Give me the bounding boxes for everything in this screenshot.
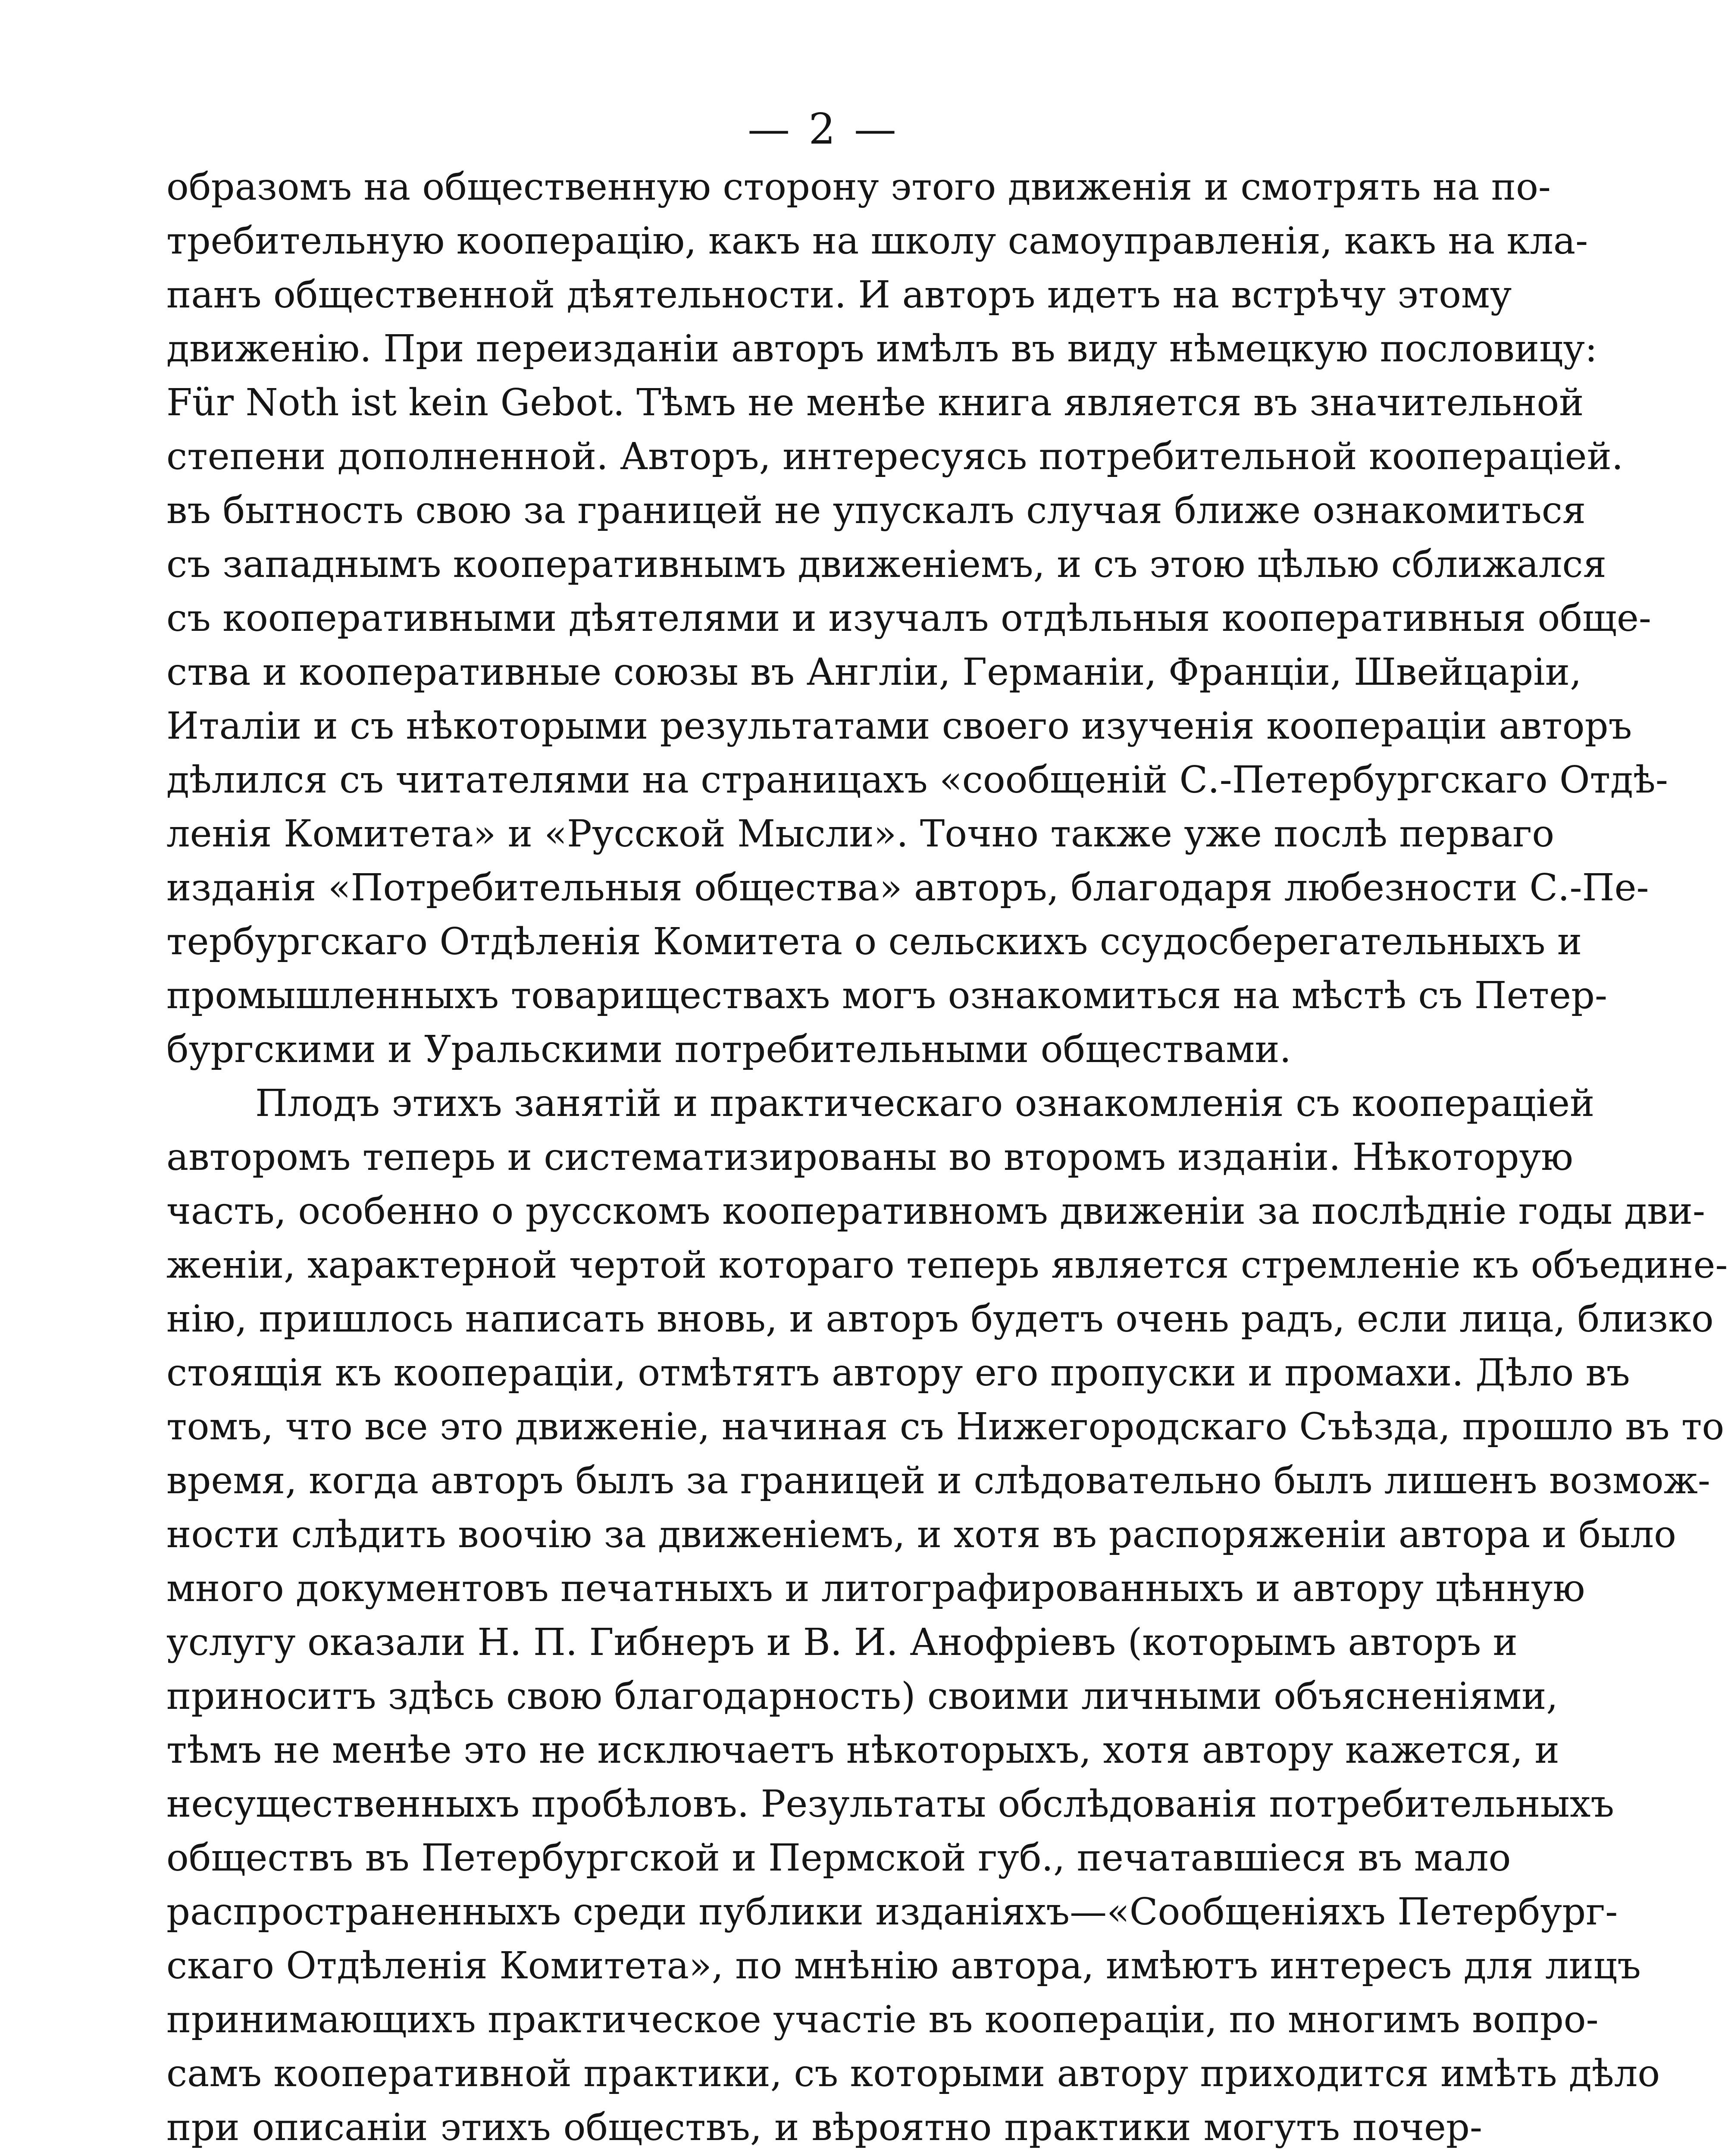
text-line: время, когда авторъ былъ за границей и слѣдовательно былъ лишенъ возмож-	[166, 1459, 1710, 1502]
text-line: услугу оказали Н. П. Гибнеръ и В. И. Анофріевъ (которымъ авторъ и	[166, 1621, 1518, 1664]
text-line: принимающихъ практическое участіе въ коопераціи, по многимъ вопро-	[166, 1998, 1599, 2041]
text-line: Плодъ этихъ занятій и практическаго ознакомленія съ коопераціей	[255, 1082, 1595, 1125]
text-line: изданія «Потребительныя общества» авторъ, благодаря любезности С.-Пе-	[166, 866, 1649, 909]
text-line: Für Noth ist kein Gebot. Тѣмъ не менѣе книга является въ значительной	[166, 381, 1584, 424]
text-line: приноситъ здѣсь свою благодарность) своими личными объясненіями,	[166, 1675, 1558, 1718]
text-line: степени дополненной. Авторъ, интересуясь потребительной коопераціей.	[166, 435, 1624, 478]
text-line: скаго Отдѣленія Комитета», по мнѣнію автора, имѣютъ интересъ для лицъ	[166, 1944, 1641, 1987]
text-line: обществъ въ Петербургской и Пермской губ., печатавшіеся въ мало	[166, 1836, 1511, 1880]
text-line: несущественныхъ пробѣловъ. Результаты обслѣдованія потребительныхъ	[166, 1783, 1615, 1826]
text-line: стоящія къ коопераціи, отмѣтятъ автору его пропуски и промахи. Дѣло въ	[166, 1351, 1630, 1395]
text-line: нію, пришлось написать вновь, и авторъ будетъ очень радъ, если лица, близко	[166, 1297, 1714, 1341]
text-line: дѣлился съ читателями на страницахъ «сообщеній С.-Петербургскаго Отдѣ-	[166, 758, 1668, 802]
text-line: ности слѣдить воочію за движеніемъ, и хотя въ распоряженіи автора и было	[166, 1513, 1676, 1556]
text-line: Италіи и съ нѣкоторыми результатами своего изученія коопераціи авторъ	[166, 705, 1632, 748]
body-text	[166, 160, 1728, 2156]
text-line: въ бытность свою за границей не упускалъ случая ближе ознакомиться	[166, 489, 1586, 532]
text-line: тѣмъ не менѣе это не исключаетъ нѣкоторыхъ, хотя автору кажется, и	[166, 1729, 1559, 1772]
text-line: тербургскаго Отдѣленія Комитета о сельскихъ ссудосберегательныхъ и	[166, 920, 1582, 963]
text-line: ленія Комитета» и «Русской Мысли». Точно также уже послѣ перваго	[166, 812, 1555, 856]
text-line: бургскими и Уральскими потребительными обществами.	[166, 1028, 1291, 1071]
paragraph-1	[166, 160, 1668, 1077]
text-line: съ западнымъ кооперативнымъ движеніемъ, и съ этою цѣлью сближался	[166, 543, 1606, 586]
text-line: промышленныхъ товариществахъ могъ ознакомиться на мѣстѣ съ Петер-	[166, 974, 1608, 1017]
text-line: часть, особенно о русскомъ кооперативномъ движеніи за послѣдніе годы дви-	[166, 1190, 1706, 1233]
text-line: при описаніи этихъ обществъ, и вѣроятно практики могутъ почер-	[166, 2106, 1482, 2149]
text-line: ства и кооперативные союзы въ Англіи, Германіи, Франціи, Швейцаріи,	[166, 651, 1582, 694]
text-line: съ кооперативными дѣятелями и изучалъ отдѣльныя кооперативныя обще-	[166, 597, 1651, 640]
text-line: много документовъ печатныхъ и литографированныхъ и автору цѣнную	[166, 1567, 1585, 1610]
text-line: томъ, что все это движеніе, начиная съ Нижегородскаго Съѣзда, прошло въ то	[166, 1405, 1725, 1448]
page-number: — 2 —	[748, 105, 899, 154]
text-line: образомъ на общественную сторону этого движенія и смотрять на по-	[166, 166, 1551, 209]
text-line: требительную кооперацію, какъ на школу самоуправленія, какъ на кла-	[166, 219, 1588, 263]
text-line: движенію. При переизданіи авторъ имѣлъ въ виду нѣмецкую пословицу:	[166, 327, 1597, 370]
text-line: женіи, характерной чертой котораго теперь является стремленіе къ объедине-	[166, 1244, 1728, 1287]
text-line: авторомъ теперь и систематизированы во второмъ изданіи. Нѣкоторую	[166, 1136, 1574, 1179]
text-line: самъ кооперативной практики, съ которыми автору приходится имѣть дѣло	[166, 2052, 1660, 2095]
paragraph-2	[166, 1077, 1728, 2156]
text-line: распространенныхъ среди публики изданіяхъ—«Сообщеніяхъ Петербург-	[166, 1890, 1618, 1934]
text-line: панъ общественной дѣятельности. И авторъ идетъ на встрѣчу этому	[166, 273, 1512, 317]
